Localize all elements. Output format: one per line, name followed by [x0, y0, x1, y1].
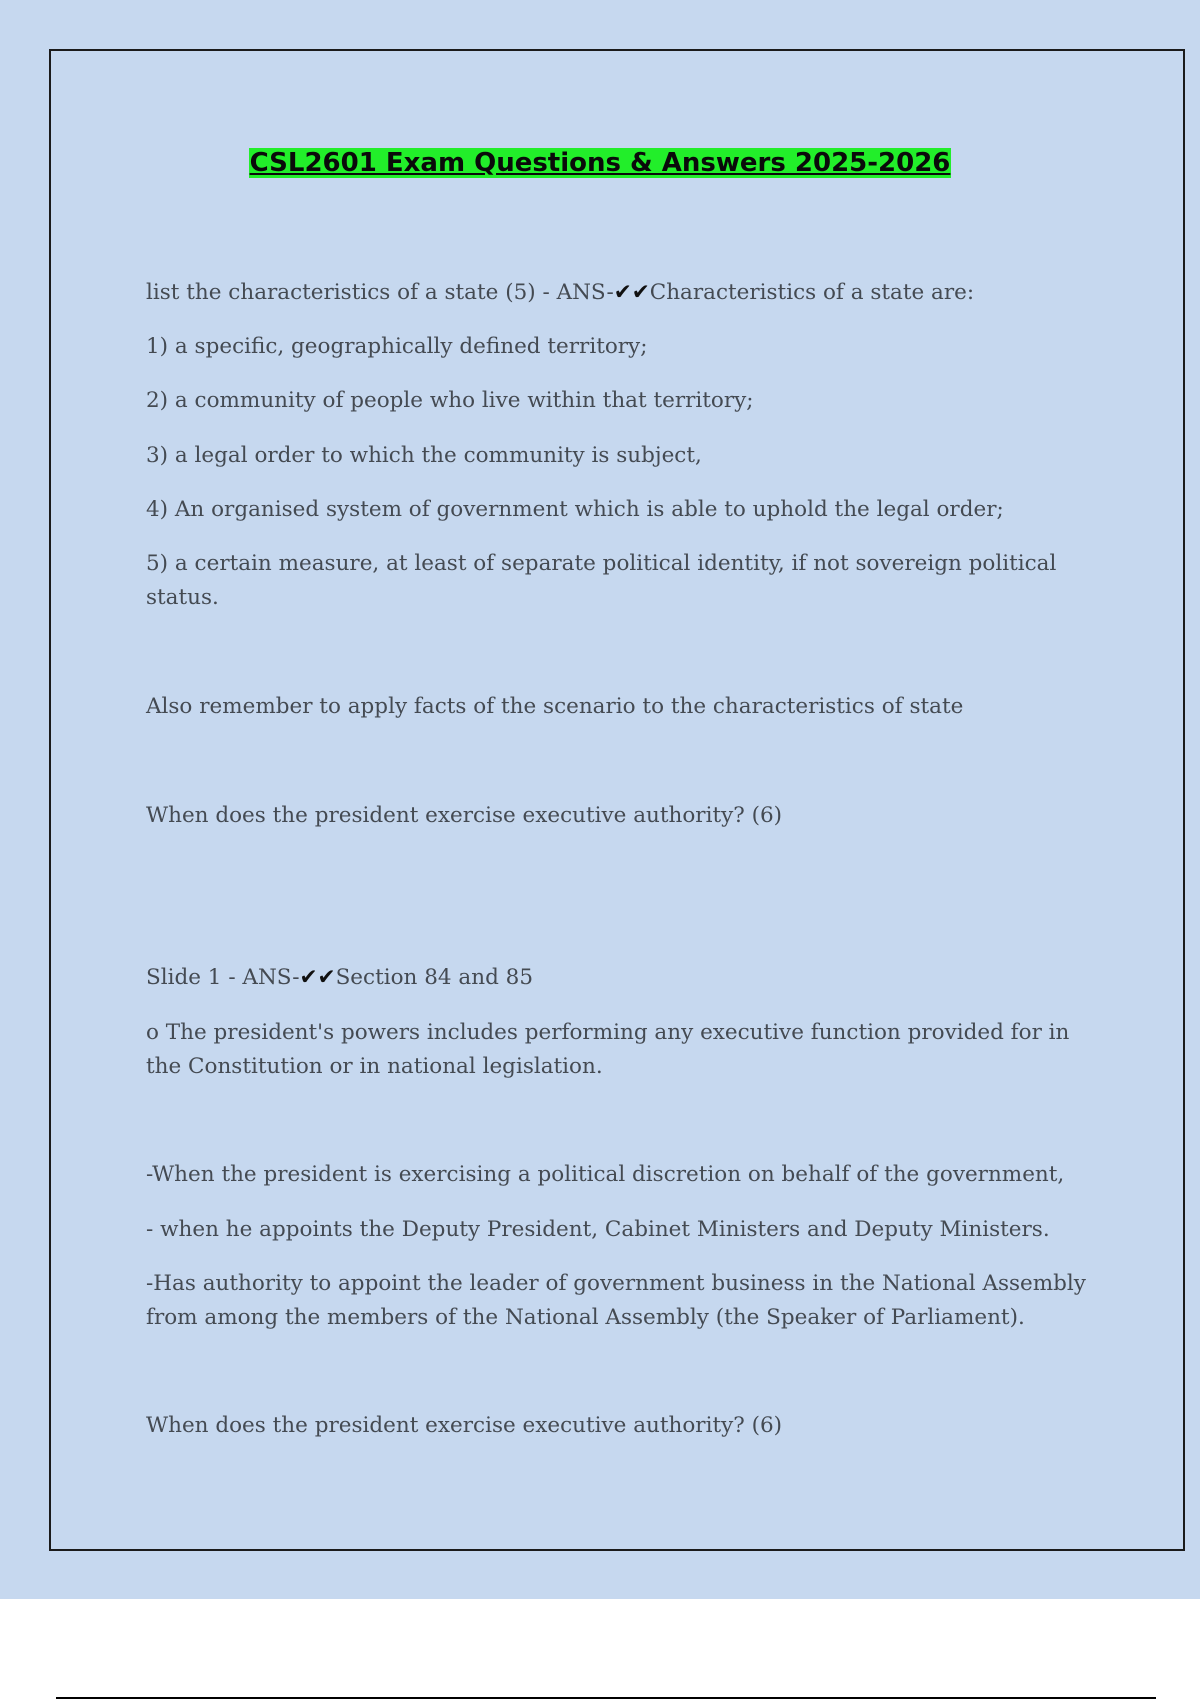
- answer-text: Characteristics of a state are:: [649, 280, 975, 305]
- note-text: Also remember to apply facts of the scenario to the characteristics of state: [146, 694, 964, 719]
- list-item: 2) a community of people who live within that territory;: [146, 388, 754, 413]
- question-characteristics: [146, 276, 1096, 310]
- list-item: 1) a specific, geographically defined territory;: [146, 334, 648, 359]
- answer-point: o The president's powers includes performing any executive function provided for in the Constitution or in national legislation.: [146, 1020, 1070, 1079]
- title-highlight: CSL2601 Exam Questions & Answers 2025-2026: [249, 148, 951, 178]
- question-text: When does the president exercise executive authority? (6): [146, 803, 783, 828]
- question-text: Slide 1 - ANS-: [146, 965, 300, 990]
- answer-heading: [146, 961, 1096, 995]
- document-title: [0, 148, 1200, 178]
- list-item: 4) An organised system of government which is able to uphold the legal order;: [146, 497, 1004, 522]
- answer-point: -Has authority to appoint the leader of government business in the National Assembly from among the members of the National Assembly (the Speaker of Parliament).: [146, 1271, 1086, 1330]
- answer-text: Section 84 and 85: [335, 965, 534, 990]
- list-item: 3) a legal order to which the community is subject,: [146, 443, 702, 468]
- checkmark-icon: ✔✔: [613, 280, 650, 305]
- checkmark-icon: ✔✔: [299, 965, 336, 990]
- question-text: list the characteristics of a state (5) - ANS-: [146, 280, 614, 305]
- footer-divider: [56, 1697, 1156, 1699]
- question-text: When does the president exercise executive authority? (6): [146, 1413, 783, 1438]
- answer-point: -When the president is exercising a political discretion on behalf of the government,: [146, 1162, 1065, 1187]
- answer-point: - when he appoints the Deputy President, Cabinet Ministers and Deputy Ministers.: [146, 1217, 1050, 1242]
- list-item: 5) a certain measure, at least of separate political identity, if not sovereign political status.: [146, 551, 1057, 610]
